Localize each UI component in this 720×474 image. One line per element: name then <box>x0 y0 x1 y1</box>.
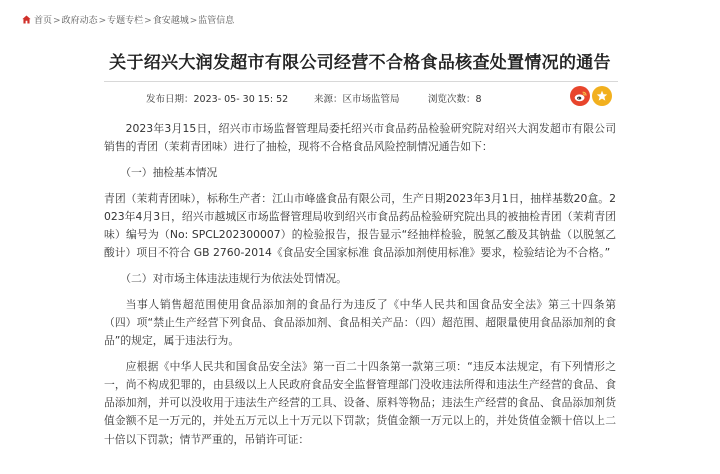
breadcrumb-regulatory-info[interactable]: 监管信息 <box>198 16 235 26</box>
source-value: 区市场监管局 <box>342 94 400 105</box>
view-count <box>428 91 482 105</box>
view-count-label: 浏览次数： <box>428 94 476 105</box>
paragraph-intro: 2023年3月15日，绍兴市市场监督管理局委托绍兴市食品药品检验研究院对绍兴大润发超市有限公司销售的青团（茉莉青团味）进行了抽检，现将不合格食品风险控制情况通告如下： <box>104 122 616 154</box>
page-title: 关于绍兴大润发超市有限公司经营不合格食品核查处置情况的通告 <box>109 53 611 73</box>
source <box>314 91 400 105</box>
article-meta <box>0 91 720 105</box>
source-label: 来源： <box>314 94 343 105</box>
title-divider <box>104 81 618 82</box>
breadcrumb-food-safety[interactable]: 食安越城 <box>152 16 189 26</box>
view-count-value: 8 <box>475 94 482 105</box>
paragraph-sampling-details: 青团（茉莉青团味），标称生产者：江山市峰盛食品有限公司，生产日期2023年3月1日，抽样基数20盒。2023年4月3日，绍兴市越城区市场监督管理局收到绍兴市食品药品检验研究院出具的被抽检青团（茉莉青团味）编号为（No: SPCL202300007）的检验报告，报告显示“经抽样检验，脱氢乙酸及其钠盐（以脱氢乙酸计）项目不符合 GB 2760-2014《食品安全国家标准 食品添加剂使用标准》要求，检验结论为不合格。” <box>104 191 616 260</box>
home-icon[interactable] <box>22 15 31 27</box>
breadcrumb-home[interactable]: 首页 <box>34 16 53 26</box>
breadcrumb-special-topics[interactable]: 专题专栏 <box>107 16 144 26</box>
article-body <box>104 120 616 456</box>
paragraph-violation: 当事人销售超范围使用食品添加剂的食品行为违反了《中华人民共和国食品安全法》第三十四条第（四）项“禁止生产经营下列食品、食品添加剂、食品相关产品：（四）超范围、超限量使用食品添加剂的食品”的规定，属于违法行为。 <box>104 297 616 348</box>
section-heading-2: （二）对市场主体违法违规行为依法处罚情况。 <box>120 271 347 285</box>
breadcrumb-separator: > <box>144 16 152 26</box>
publish-date <box>146 91 288 105</box>
star-icon[interactable] <box>592 86 612 106</box>
breadcrumb-separator: > <box>53 16 61 26</box>
weibo-icon[interactable] <box>570 86 590 106</box>
section-heading-1: （一）抽检基本情况 <box>120 165 218 179</box>
breadcrumb-separator: > <box>189 16 198 26</box>
publish-date-value: 2023- 05- 30 15: 52 <box>193 94 289 105</box>
breadcrumb-government-news[interactable]: 政府动态 <box>61 16 98 26</box>
breadcrumb <box>0 0 720 34</box>
paragraph-penalty-basis: 应根据《中华人民共和国食品安全法》第一百二十四条第一款第三项：“违反本法规定，有下列情形之一，尚不构成犯罪的，由县级以上人民政府食品安全监督管理部门没收违法所得和违法生产经营的食品、食品添加剂，并可以没收用于违法生产经营的工具、设备、原料等物品；违法生产经营的食品、食品添加剂货值金额不足一万元的，并处五万元以上十万元以下罚款；货值金额一万元以上的，并处货值金额十倍以上二十倍以下罚款；情节严重的，吊销许可证： <box>104 359 616 446</box>
publish-date-label: 发布日期： <box>146 94 194 105</box>
breadcrumb-separator: > <box>98 16 107 26</box>
